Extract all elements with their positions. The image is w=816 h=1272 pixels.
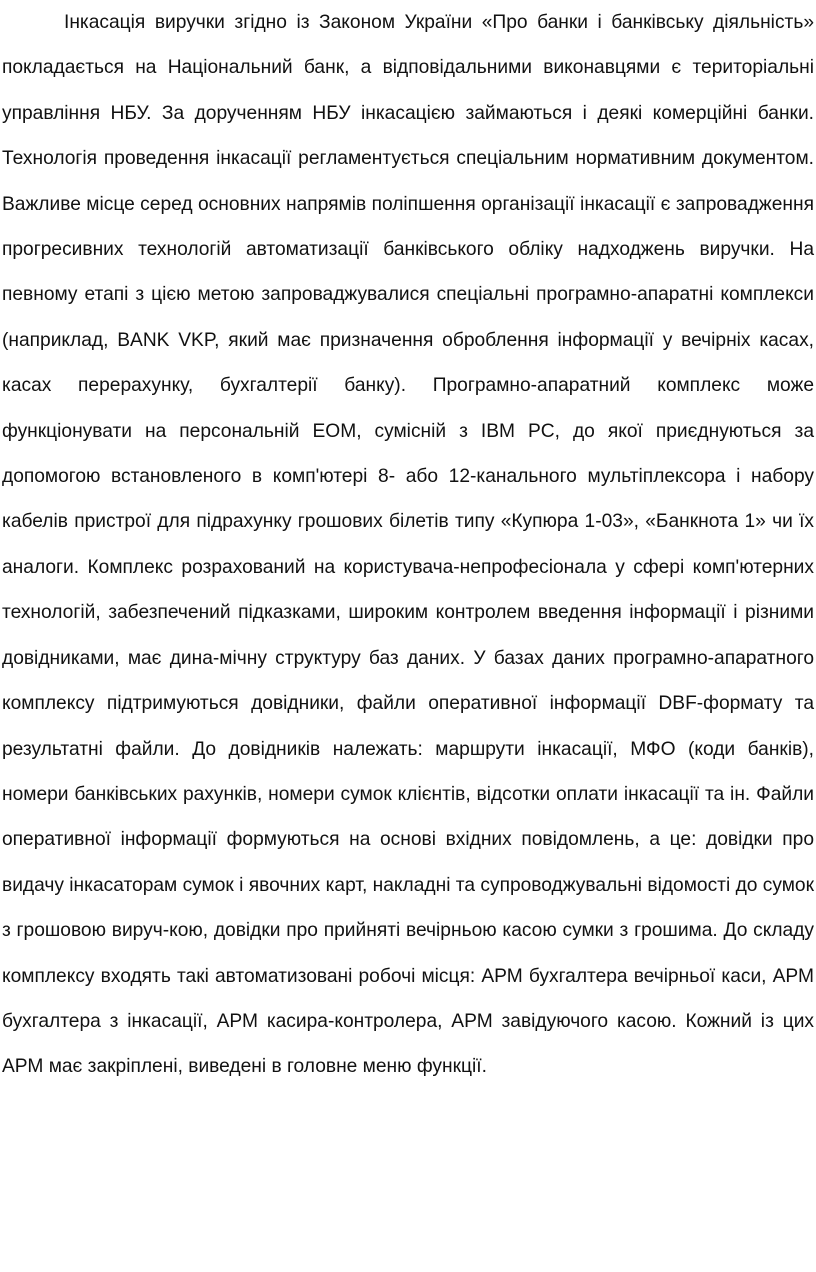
body-paragraph: Інкасація виручки згідно із Законом України «Про банки і банківську діяльність» покладається на Національний банк, а відповідальними виконавцями є територіальні управління НБУ. За дорученням НБУ інкасацією займаються і деякі комерційні банки. Технологія проведення інкасації регламентується спеціальним нормативним документом. Важливе місце серед основних напрямів поліпшення організації інкасації є запровадження прогресивних технологій автоматизації банківського обліку надходжень виручки. На певному етапі з цією метою запроваджувалися спеціальні програмно-апаратні комплекси (наприклад, BANK VKP, який має призначення оброблення інформації у вечірніх касах, касах перерахунку, бухгалтерії банку). Програмно-апаратний комплекс може функціонувати на персональній ЕОМ, сумісній з IBM PC, до якої приєднуються за допомогою встановленого в комп'ютері 8- або 12-канального мультіплексора і набору кабелів пристрої для підрахунку грошових білетів типу «Купюра 1-03», «Банкнота 1» чи їх аналоги. Комплекс розрахований на користувача-непрофесіонала у сфері комп'ютерних технологій, забезпечений підказками, широким контролем введення інформації і різними довідниками, має дина-мічну структуру баз даних. У базах даних програмно-апаратного комплексу підтримуються довідники, файли оперативної інформації DBF-формату та результатні файли. До довідників належать: маршрути інкасації, МФО (коди банків), номери банківських рахунків, номери сумок клієнтів, відсотки оплати інкасації та ін. Файли оперативної інформації формуються на основі вхідних повідомлень, а це: довідки про видачу інкасаторам сумок і явочних карт, накладні та супроводжувальні відомості до сумок з грошовою вируч-кою, довідки про прийняті вечірньою касою сумки з грошима. До складу комплексу входять такі автоматизовані робочі місця: АРМ бухгалтера вечірньої каси, АРМ бухгалтера з інкасації, АРМ касира-контролера, АРМ завідуючого касою. Кожний із цих АРМ має закріплені, виведені в головне меню функції. <box>2 12 814 1078</box>
